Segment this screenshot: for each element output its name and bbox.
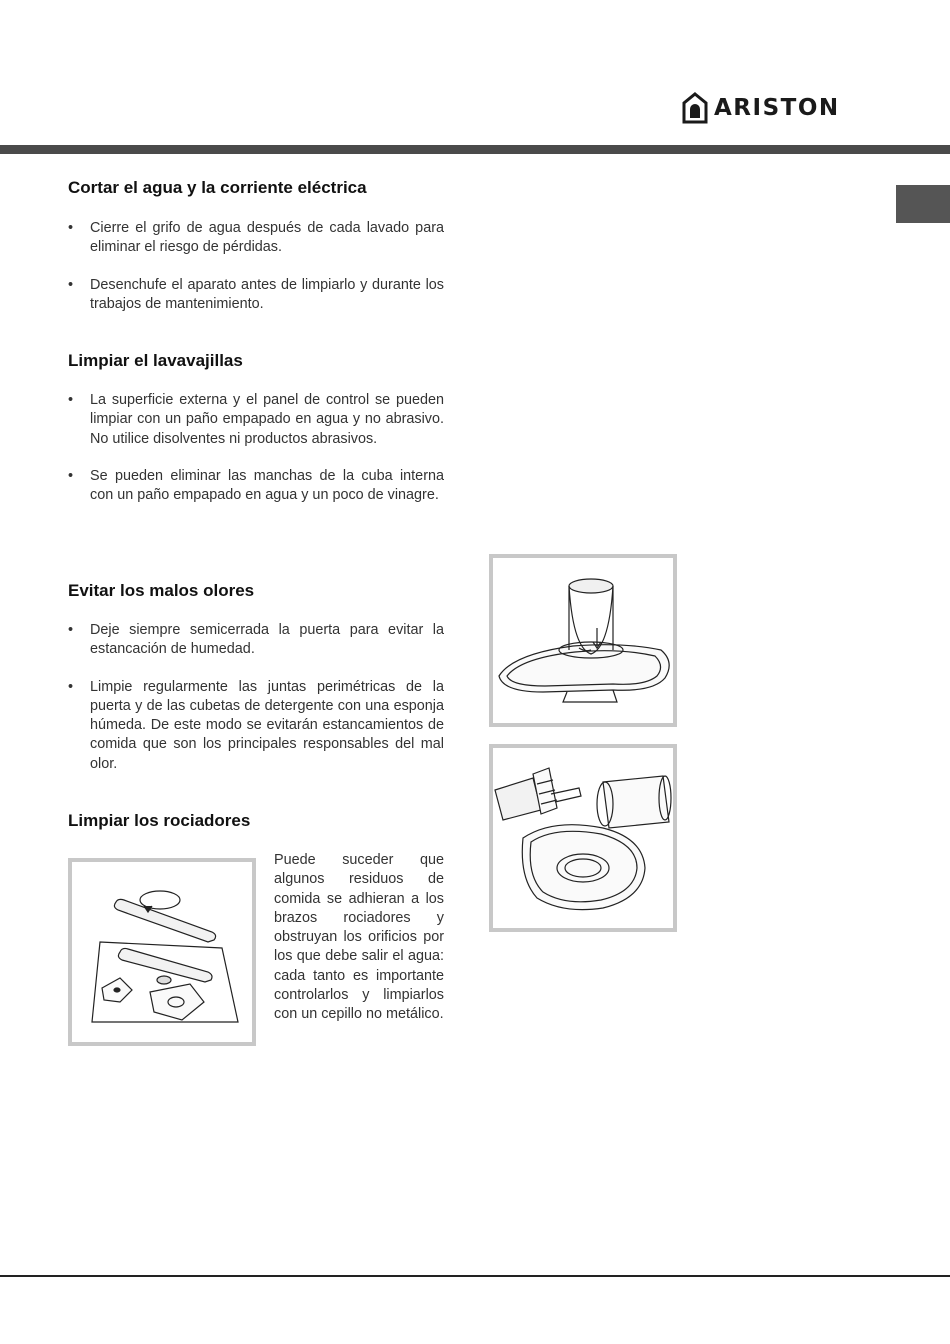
list-item: • Desenchufe el aparato antes de limpiarlo y durante los trabajos de mantenimiento.: [68, 276, 444, 315]
spray-arms-illustration: [72, 862, 252, 1042]
spray-arms-figure: [68, 858, 256, 1046]
list-item: • Limpie regularmente las juntas perimétricas de la puerta y de las cubetas de detergente con una esponja húmeda. De este modo se evitarán estancamientos de comida que son los principales responsables del mal olor.: [68, 678, 444, 774]
filter-disassembled-illustration: [493, 748, 673, 928]
filter-disassembled-figure: [489, 744, 677, 932]
ariston-logo: [682, 92, 840, 124]
list-clean-dishwasher: [68, 391, 444, 523]
filter-assembled-figure: [489, 554, 677, 727]
spray-arms-text: Puede suceder que algunos residuos de comida se adhieran a los brazos rociadores y obstruyan los orificios por los que debe salir el agua: cada tanto es importante controlarlos y limpiarlos con un cepillo no metálico.: [274, 852, 444, 1023]
footer-rule: [0, 1275, 950, 1277]
header-rule: [0, 145, 950, 154]
section-title-clean-dishwasher: Limpiar el lavavajillas: [68, 351, 243, 370]
list-item: • La superficie externa y el panel de control se pueden limpiar con un paño empapado en agua y no abrasivo. No utilice disolventes ni productos abrasivos.: [68, 391, 444, 449]
language-tab: [896, 185, 950, 223]
list-item: • Cierre el grifo de agua después de cada lavado para eliminar el riesgo de pérdidas.: [68, 219, 444, 258]
list-item: • Deje siempre semicerrada la puerta para evitar la estancación de humedad.: [68, 621, 444, 660]
filter-assembled-illustration: [493, 558, 673, 723]
list-water-power: [68, 219, 444, 332]
list-item: • Se pueden eliminar las manchas de la cuba interna con un paño empapado en agua y un poco de vinagre.: [68, 467, 444, 506]
section-title-spray-arms: Limpiar los rociadores: [68, 811, 251, 830]
section-title-water-power: Cortar el agua y la corriente eléctrica: [68, 178, 367, 197]
brand-name: ARISTON: [714, 95, 840, 121]
list-odors: [68, 621, 444, 792]
section-title-odors: Evitar los malos olores: [68, 581, 255, 600]
house-logo-icon: [682, 92, 708, 124]
